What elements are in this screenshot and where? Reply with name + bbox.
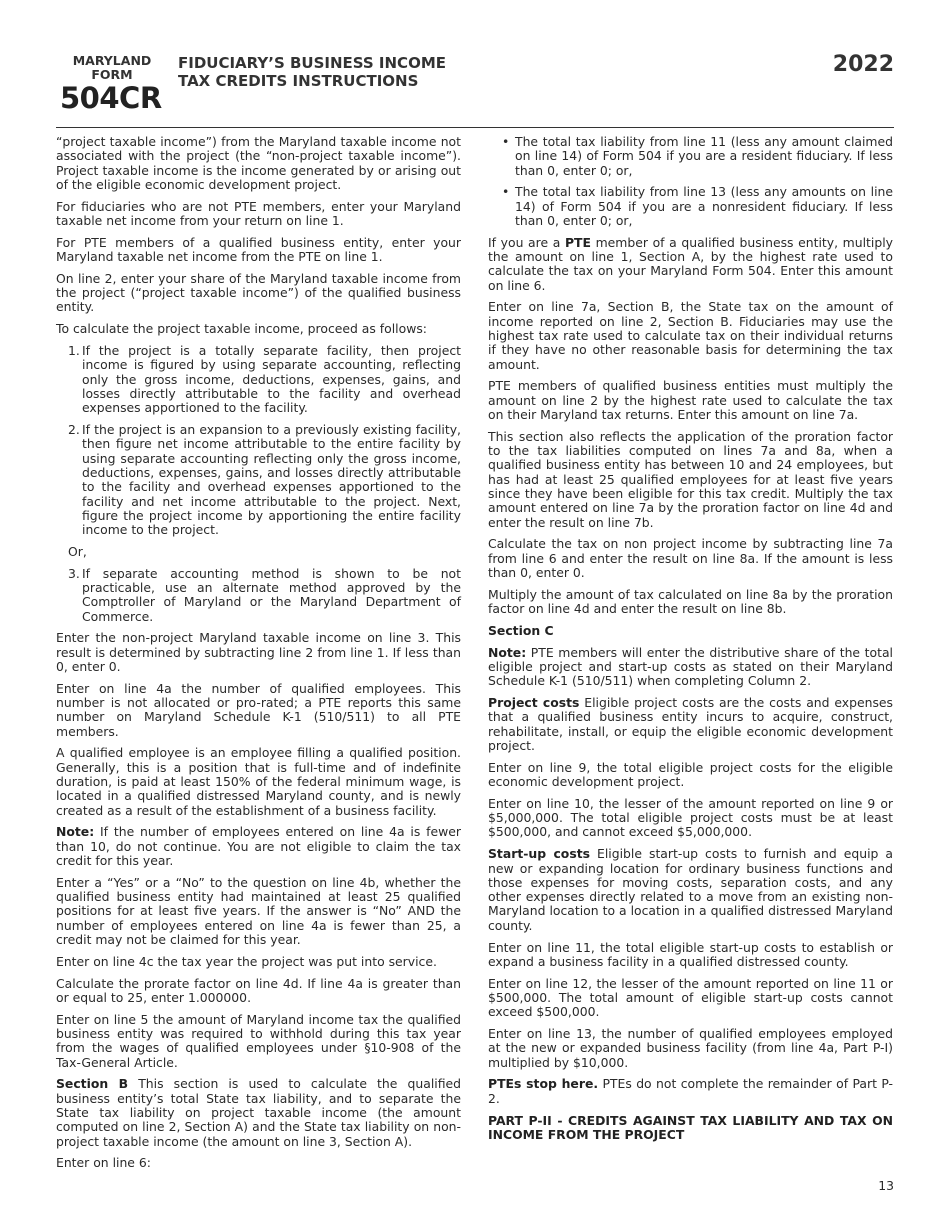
paragraph: Enter on line 4c the tax year the project was put into service. xyxy=(56,953,437,969)
paragraph: Enter on line 12, the lesser of the amount reported on line 11 or $500,000. The total amount of eligible start-up costs cannot exceed $500,000. xyxy=(488,975,893,1020)
note-paragraph xyxy=(488,646,893,689)
ptes-stop-label: PTEs stop here. xyxy=(488,1076,599,1092)
bullet-icon: • xyxy=(502,184,510,200)
paragraph: Enter on line 10, the lesser of the amount reported on line 9 or $5,000,000. The total eligible project costs must be at least $500,000, and cannot exceed $5,000,000. xyxy=(488,795,893,840)
form-id-block xyxy=(60,54,164,114)
bullet-text: The total tax liability from line 13 (less any amounts on line 14) of Form 504 if you are a nonresident fiduciary. If less than 0, enter 0; or, xyxy=(515,184,893,228)
paragraph: “project taxable income”) from the Maryland taxable income not associated with the project (the “non-project taxable income”). Project taxable income is the income generated by or arising out of the eligible economic development project. xyxy=(56,134,461,192)
section-b-label: Section B xyxy=(56,1076,129,1092)
paragraph: Enter on line 11, the total eligible start-up costs to establish or expand a business facility in a qualified distressed county. xyxy=(488,939,893,969)
paragraph: Calculate the prorate factor on line 4d. If line 4a is greater than or equal to 25, enter 1.000000. xyxy=(56,975,461,1005)
paragraph: Enter on line 7a, Section B, the State tax on the amount of income reported on line 2, Section B. Fiduciaries may use the highest tax rate used to calculate tax on their individual returns if they have no other reasonable basis for determining the tax amount. xyxy=(488,299,893,372)
project-costs-paragraph xyxy=(488,696,893,753)
paragraph: For PTE members of a qualified business entity, enter your Maryland taxable net income from the PTE on line 1. xyxy=(56,234,461,265)
left-column xyxy=(56,135,461,1178)
form-state: MARYLAND xyxy=(72,53,152,68)
note-text: If the number of employees entered on line 4a is fewer than 10, do not continue. You are not eligible to claim the tax credit for this year. xyxy=(56,824,461,869)
startup-costs-text: Eligible start-up costs to furnish and equip a new or expanding location for ordinary business functions and those expenses for moving costs, separation costs, and any other expenses directly related to a move from an existing non-Maryland location to a location in a qualified distressed Maryland county. xyxy=(488,846,893,933)
list-text: If separate accounting method is shown to be not practicable, use an alternate method approved by the Comptroller of Maryland or the Maryland Department of Commerce. xyxy=(82,565,461,624)
list-text: If the project is a totally separate facility, then project income is figured by using separate accounting, reflecting only the gross income, deductions, expenses, gains, and losses directly attributable to the facility and overhead expenses apportioned to the facility. xyxy=(82,343,461,416)
bullet-item xyxy=(502,135,893,178)
section-b-paragraph xyxy=(56,1077,461,1148)
paragraph: Multiply the amount of tax calculated on line 8a by the proration factor on line 4d and enter the result on line 8b. xyxy=(488,586,893,617)
title-line-1: FIDUCIARY’S BUSINESS INCOME xyxy=(178,54,446,72)
list-item xyxy=(68,423,461,537)
pte-paragraph xyxy=(488,236,893,293)
startup-costs-paragraph xyxy=(488,847,893,933)
paragraph: Enter on line 6: xyxy=(56,1155,151,1171)
form-number: 504CR xyxy=(60,81,162,115)
ptes-stop-text: PTEs do not complete the remainder of Part P-2. xyxy=(488,1076,893,1106)
paragraph: Enter on line 13, the number of qualified employees employed at the new or expanded business facility (from line 4a, Part P-I) multiplied by $10,000. xyxy=(488,1026,893,1070)
bullet-item xyxy=(502,185,893,228)
note-text: PTE members will enter the distributive share of the total eligible project and start-up costs as stated on their Maryland Schedule K-1 (510/511) when completing Column 2. xyxy=(488,644,893,689)
bullet-icon: • xyxy=(502,134,510,149)
title-line-2: TAX CREDITS INSTRUCTIONS xyxy=(178,72,419,90)
paragraph: This section also reflects the application of the proration factor to the tax liabilities computed on lines 7a and 8a, when a qualified business entity has between 10 and 24 employees, but has had at least 25 qualified employees for at least five years since they have been eligible for this tax credit. Multiply the tax amount entered on line 7a by the proration factor on line 4d and enter the result on line 7b. xyxy=(488,428,893,530)
pte-prefix: If you are a xyxy=(488,234,565,250)
paragraph: Enter on line 9, the total eligible project costs for the eligible economic development project. xyxy=(488,759,893,790)
or-text: Or, xyxy=(68,543,87,559)
paragraph: Enter the non-project Maryland taxable income on line 3. This result is determined by subtracting line 2 from line 1. If less than 0, enter 0. xyxy=(56,630,461,674)
pte-text: member of a qualified business entity, multiply the amount on line 1, Section A, by the highest rate used to calculate the tax on your Maryland Form 504. Enter this amount on line 6. xyxy=(488,234,893,293)
page-title xyxy=(178,54,446,90)
form-label: FORM xyxy=(91,67,133,82)
section-b-text: This section is used to calculate the qualified business entity’s total State tax liability, and to separate the State tax liability on project taxable income (the amount computed on line 2, Section A) and the State tax liability on non-project taxable income (the amount on line 3, Section A). xyxy=(56,1076,461,1149)
note-label: Note: xyxy=(56,824,95,840)
paragraph: A qualified employee is an employee filling a qualified position. Generally, this is a position that is full-time and of indefinite duration, is paid at least 150% of the federal minimum wage, is located in a qualified distressed Maryland county, and is newly created as a result of the establishment of a business facility. xyxy=(56,745,461,818)
paragraph: Enter on line 4a the number of qualified employees. This number is not allocated or pro-rated; a PTE reports this same number on Maryland Schedule K-1 (510/511) to all PTE members. xyxy=(56,680,461,739)
list-number: 1. xyxy=(68,343,80,359)
paragraph: Enter a “Yes” or a “No” to the question on line 4b, whether the qualified business entity had maintained at least 25 qualified positions for at least five years. If the answer is “No” AND the number of employees entered on line 4a is fewer than 25, a credit may not be claimed for this year. xyxy=(56,874,461,948)
list-number: 3. xyxy=(68,565,80,581)
list-item xyxy=(68,344,461,415)
bullet-text: The total tax liability from line 11 (less any amount claimed on line 14) of Form 504 if you are a resident fiduciary. If less than 0, enter 0; or, xyxy=(515,134,893,178)
paragraph: On line 2, enter your share of the Maryland taxable income from the project (“project taxable income”) of the qualified business entity. xyxy=(56,270,461,315)
ptes-stop-paragraph xyxy=(488,1077,893,1106)
paragraph: To calculate the project taxable income, proceed as follows: xyxy=(56,321,427,337)
project-costs-label: Project costs xyxy=(488,695,580,711)
paragraph: Calculate the tax on non project income by subtracting line 7a from line 6 and enter the result on line 8a. If the amount is less than 0, enter 0. xyxy=(488,536,893,581)
list-item xyxy=(68,567,461,624)
paragraph: For fiduciaries who are not PTE members, enter your Maryland taxable net income from your return on line 1. xyxy=(56,198,461,228)
project-costs-text: Eligible project costs are the costs and expenses that a qualified business entity incurs to acquire, construct, rehabilitate, install, or equip the eligible economic development project. xyxy=(488,695,893,753)
pte-label: PTE xyxy=(564,234,591,250)
section-c-heading: Section C xyxy=(488,622,554,638)
tax-year: 2022 xyxy=(832,52,894,77)
list-text: If the project is an expansion to a previously existing facility, then figure net income attributable to the entire facility by using separate accounting reflecting only the gross income, deductions, expenses, gains, and losses directly attributable to the facility and overhead expenses apportioned to the facility and net income attributable to the project. Next, figure the project income by apportioning the entire facility income to the project. xyxy=(82,422,461,538)
note-paragraph xyxy=(56,825,461,868)
part-p2-heading: PART P-II - CREDITS AGAINST TAX LIABILITY AND TAX ON INCOME FROM THE PROJECT xyxy=(488,1112,893,1142)
header-divider xyxy=(56,127,894,128)
page-header xyxy=(0,0,950,128)
page-number: 13 xyxy=(878,1178,894,1193)
paragraph: Enter on line 5 the amount of Maryland income tax the qualified business entity was required to withhold during this tax year from the wages of qualified employees under §10-908 of the Tax-General Article. xyxy=(56,1011,461,1070)
startup-costs-label: Start-up costs xyxy=(488,846,590,862)
list-number: 2. xyxy=(68,422,80,438)
paragraph: PTE members of qualified business entities must multiply the amount on line 2 by the highest rate used to calculate the tax on their Maryland tax returns. Enter this amount on line 7a. xyxy=(488,378,893,423)
note-label: Note: xyxy=(488,644,527,660)
right-column xyxy=(488,135,893,1150)
